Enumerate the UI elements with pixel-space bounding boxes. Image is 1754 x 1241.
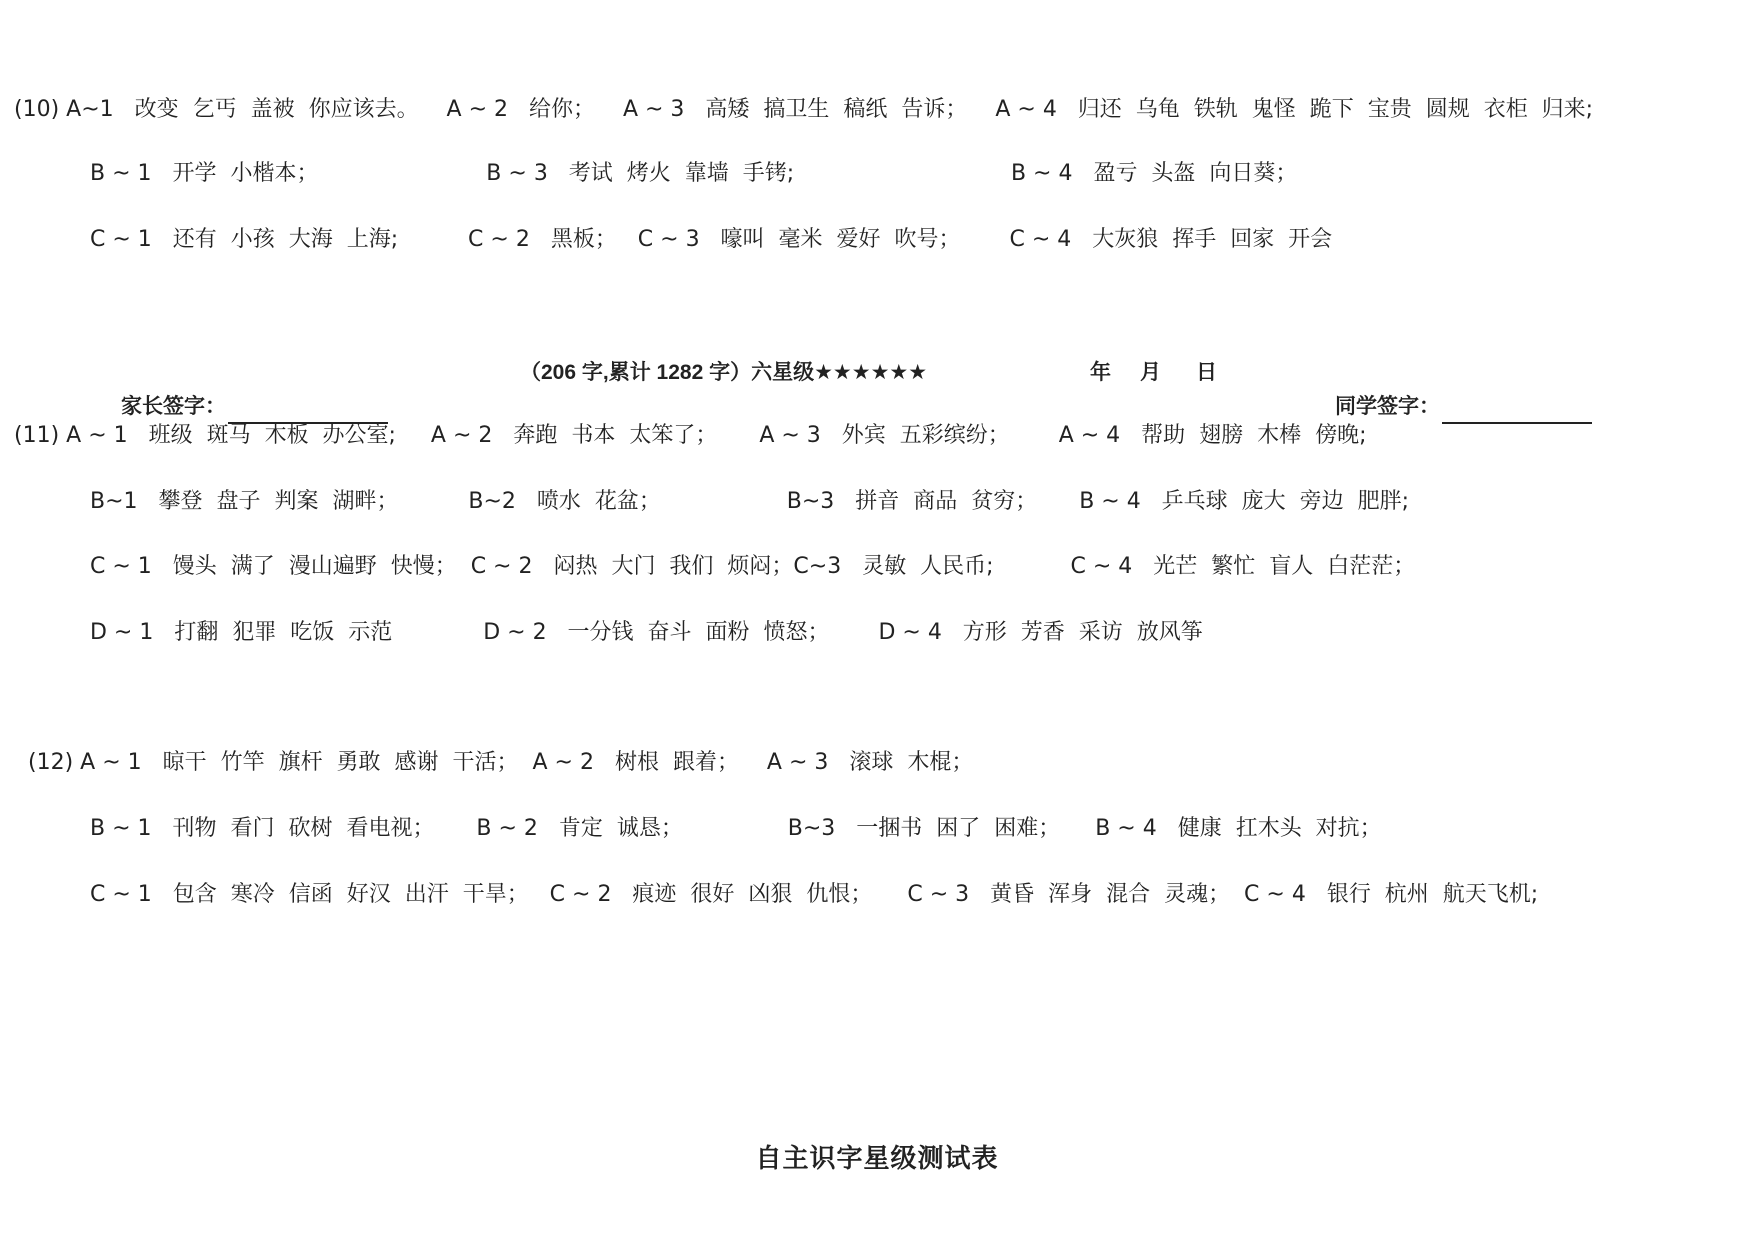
q11-row-d: D ~ 1 打翻 犯罪 吃饭 示范 D ~ 2 一分钱 奋斗 面粉 愤怒； D ~ 4 方形 芳香 采访 放风筝 (90, 620, 1203, 645)
date-year: 年 (1090, 361, 1111, 384)
student-signature-blank[interactable] (1442, 396, 1592, 424)
date-month: 月 (1140, 361, 1161, 384)
q12-row-c: C ~ 1 包含 寒冷 信函 好汉 出汗 干旱； C ~ 2 痕迹 很好 凶狠 仇恨； C ~ 3 黄昏 浑身 混合 灵魂； C ~ 4 银行 杭州 航天飞机; (90, 882, 1539, 907)
date-day: 日 (1196, 361, 1217, 384)
q11-row-a: (11) A ~ 1 班级 斑马 木板 办公室; A ~ 2 奔跑 书本 太笨了； A ~ 3 外宾 五彩缤纷； A ~ 4 帮助 翅膀 木棒 傍晚; (14, 423, 1367, 448)
footer-title: 自主识字星级测试表 (755, 1144, 999, 1174)
q12-row-b: B ~ 1 刊物 看门 砍树 看电视； B ~ 2 肯定 诚恳； B~3 一捆书 困了 困难； B ~ 4 健康 扛木头 对抗； (90, 816, 1382, 841)
q12-row-a: (12) A ~ 1 晾干 竹竿 旗杆 勇敢 感谢 干活； A ~ 2 树根 跟着； A ~ 3 滚球 木棍； (28, 750, 974, 775)
q10-row-a: (10) A~1 改变 乞丐 盖被 你应该去。 A ~ 2 给你； A ~ 3 高矮 搞卫生 稿纸 告诉； A ~ 4 归还 乌龟 铁轨 鬼怪 跪下 宝贵 圆规 衣柜 归来; (14, 97, 1594, 122)
student-signature-label: 同学签字： (1335, 395, 1441, 418)
signature-row (0, 356, 1754, 418)
character-count-stats: （206 字,累计 1282 字）六星级★★★★★★ (520, 361, 928, 384)
q11-row-b: B~1 攀登 盘子 判案 湖畔； B~2 喷水 花盆； B~3 拼音 商品 贫穷； B ~ 4 乒乓球 庞大 旁边 肥胖; (90, 489, 1410, 514)
q11-row-c: C ~ 1 馒头 满了 漫山遍野 快慢； C ~ 2 闷热 大门 我们 烦闷；C~3 灵敏 人民币; C ~ 4 光芒 繁忙 盲人 白茫茫； (90, 554, 1416, 579)
parent-signature-label: 家长签字： (121, 395, 227, 418)
q10-row-b: B ~ 1 开学 小楷本； B ~ 3 考试 烤火 靠墙 手铐; B ~ 4 盈亏 头盔 向日葵； (90, 161, 1298, 186)
q10-row-c: C ~ 1 还有 小孩 大海 上海; C ~ 2 黑板； C ~ 3 嚎叫 毫米 爱好 吹号； C ~ 4 大灰狼 挥手 回家 开会 (90, 227, 1333, 252)
